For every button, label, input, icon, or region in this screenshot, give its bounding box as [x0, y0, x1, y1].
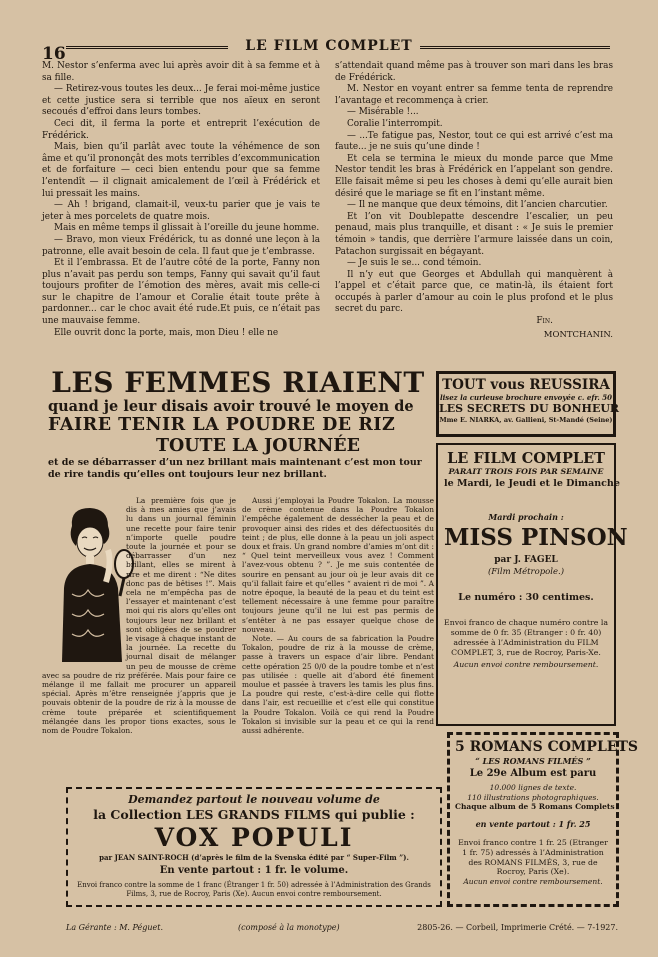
- story-paragraph: Mais, bien qu’il parlât avec toute la véhémence de son âme et qu’il prononçât des mots terribles d’excommunication et de forfaiture — ceci bien entendu pour que sa femme l’entendît — il clignait amicalement de l’œil à Frédérick et lui pressait les mains.: [42, 142, 320, 199]
- ad-tagline: et de se débarrasser d’un nez brillant mais maintenant c’est mon tour de rire tandis qu’elles ont toujours leur nez brillant.: [48, 457, 422, 480]
- ad-romans-album: Le 29e Album est paru: [469, 768, 597, 779]
- ad-romans-envoi: Envoi franco contre 1 fr. 25 (Etranger 1 fr. 75) adressés à l’Administration des ROMANS FILMÉS, 3, rue de Rocroy, Paris (Xe).: [458, 838, 608, 877]
- ad-vox-title: VOX POPULI: [154, 823, 354, 852]
- ad-left-text-block: [42, 496, 236, 758]
- page-number: 16: [42, 44, 66, 64]
- story-column-right: [335, 61, 613, 341]
- illustration-float-spacer: [42, 496, 126, 664]
- page-title: LE FILM COMPLET: [245, 38, 413, 54]
- ad-film-subtitle: PARAIT TROIS FOIS PAR SEMAINE: [448, 467, 604, 476]
- ad-film-author: par J. FAGEL: [494, 555, 558, 565]
- ad-text-col-2: [242, 496, 434, 735]
- ad-film-next-title: MISS PINSON: [444, 524, 628, 551]
- ad-vox-populi: [66, 787, 442, 907]
- ad-headline: LES FEMMES RIAIENT: [51, 366, 425, 399]
- story-paragraph: M. Nestor s’enferma avec lui après avoir dit à sa femme et à sa fille.: [42, 61, 320, 83]
- ad-romans-no-remb: Aucun envoi contre remboursement.: [463, 877, 603, 887]
- ad-poudre-tokalon: [42, 368, 434, 773]
- ad-paragraph: La première fois que je dis à mes amies que j’avais lu dans un journal féminin une recette pour faire tenir n’importe quelle poudre toute la journée et pour se débarrasser d’un nez brillant, elles se mirent à rire et me dirent : “Ne dites donc pas de bêtises !”. Mais cela ne m’empêcha pas de l’essayer et maintenant c’est moi qui ris alors qu’elles ont toujours leur nez brillant et sont obligées de se poudrer le visage à chaque instant de la journée. La recette du journal disait de mélanger un peu de mousse de crème avec sa poudre de riz préférée. Mais pour faire ce mélange il me fallait me procurer un appareil spécial. Après m’être renseignée j’appris que je pouvais obtenir de la poudre de riz à la mousse de crème toute préparée et scientifiquement mélangée dans les propor tions exactes, sous le nom de Poudre Tokalon.: [42, 496, 236, 736]
- story-paragraph: — Misérable !...: [347, 107, 419, 118]
- story-column-left: [42, 61, 320, 339]
- ad-romans-illus: 110 illustrations photographiques.: [467, 792, 599, 802]
- ad-paragraph: Aussi j’employai la Poudre Tokalon. La mousse de crème contenue dans la Poudre Tokalon l’empêche également de dessécher la peau et de provoquer ainsi des rides et des défectuosités du teint ; de plus, elle donne à la peau un joli aspect doux et frais. Un grand nombre d’amies m’ont dit : “ Quel teint merveilleux vous avez ! Comment l’avez-vous obtenu ? ”. Je me suis contentée de sourire en pensant au jour où je leur avais dit ce qu’il fallait faire et qu’elles “ avaient ri de moi ”. A notre époque, la beauté de la peau et du teint est tellement nécessaire à une femme pour paraître toujours jeune qu’il ne lui est pas permis de s’entêter à ne pas essayer quelque chose de nouveau.: [242, 496, 434, 634]
- ad-romans-subtitle: “ LES ROMANS FILMÉS ”: [475, 756, 591, 766]
- ad-vox-author: par JEAN SAINT-ROCH (d’après le film de la Svenska édité par “ Super-Film ”).: [99, 853, 409, 862]
- ad-vox-line2: la Collection LES GRANDS FILMS qui publie :: [93, 807, 415, 822]
- ad-vox-envoi: Envoi franco contre la somme de 1 franc (Étranger 1 fr. 50) adressée à l’Administration des Grands Films, 3, rue de Rocroy, Paris (Xe). Aucun envoi contre remboursement.: [77, 881, 431, 898]
- ad-reussira-secrets: LES SECRETS DU BONHEUR: [439, 402, 620, 415]
- ad-film-studio: (Film Métropole.): [487, 567, 565, 577]
- ad-paragraph: Note. — Au cours de sa fabrication la Poudre Tokalon, poudre de riz à la mousse de crème, passe à travers un espace d’air libre. Pendant cette opération 25 0/0 de la poudre tombe et n’est pas utilisée : quelle ait d’abord été finement moulue et passée à travers les tamis les plus fins. La poudre qui reste, c’est-à-dire celle qui flotte dans l’air, est recueillie et c’est elle qui constitue la Poudre Tokalon. Voilà ce qui rend la Poudre Tokalon si invisible sur la peau et ce qui la rend aussi adhérente.: [242, 634, 434, 736]
- story-paragraph: — Bravo, mon vieux Frédérick, tu as donné une leçon à la patronne, elle avait besoin de cela. Il faut que je t’embrasse.: [42, 234, 320, 257]
- ad-film-no-remb: Aucun envoi contre remboursement.: [453, 660, 599, 669]
- ad-romans-complets: [447, 732, 638, 907]
- ad-film-days: le Mardi, le Jeudi et le Dimanche: [444, 478, 620, 489]
- header-rule-right: [420, 46, 610, 49]
- story-paragraph: — Ah ! brigand, clamait-il, veux-tu parier que je vais te jeter à mes porcelets de quatre mois.: [42, 200, 320, 222]
- ad-film-complet: [436, 443, 628, 726]
- ad-headline-3: TOUTE LA JOURNÉE: [156, 436, 360, 456]
- ad-film-price: Le numéro : 30 centimes.: [458, 592, 594, 603]
- story-paragraph: Et l’on vit Doublepatte descendre l’escalier, un peu penaud, mais plus tranquille, et disant : « Je suis le premier témoin » tandis, que derrière l’armure laissée dans un coin, Patachon surgissait en bégayant.: [335, 211, 613, 257]
- ad-reussira-title: TOUT vous REUSSIRA: [442, 377, 610, 393]
- story-paragraph: Et cela se termina le mieux du monde parce que Mme Nestor tendit les bras à Frédérick en l’appelant son gendre. Elle faisait même si peu les choses à demi qu’elle aurait bien désiré que le mariage se fît en l’instant même.: [335, 153, 613, 199]
- story-paragraph: Il n’y eut que Georges et Abdullah qui manquèrent à l’appel et c’était parce que, ce matin-là, ils étaient fort occupés à parler d’amour au coin le plus profond et le plus secret du parc.: [335, 269, 613, 315]
- ad-reussira: [436, 371, 620, 437]
- ad-reussira-brochure: lisez la curieuse brochure envoyée c. efr. 50: [439, 393, 613, 402]
- ad-subheadline: quand je leur disais avoir trouvé le moyen de: [48, 398, 414, 415]
- story-paragraph: — Retirez-vous toutes les deux... Je ferai moi-même justice et cette justice sera si terrible que nos aïeux en seront secoués d’effroi dans leurs tombes.: [42, 84, 320, 118]
- footer-imprimerie: 2805-26. — Corbeil, Imprimerie Crété. — 7-1927.: [417, 923, 618, 932]
- story-paragraph: Coralie l’interrompit.: [347, 118, 443, 129]
- ad-reussira-address: Mme E. NIARKA, av. Gallieni, St-Mandé (Seine): [439, 416, 613, 424]
- ad-romans-lines: 10.000 lignes de texte.: [489, 783, 577, 792]
- story-paragraph: Et il l’embrassa. Et de l’autre côté de la porte, Fanny non plus n’avait pas perdu son temps, Fanny qui savait qu’il faut toujours profiter de l’émotion des mères, avait mis celle-ci sur le chapitre de l’amour et Coralie était toute prête à pardonner... car le choc avait été rude.Et puis, ce n’était pas une mauvaise femme.: [42, 258, 320, 327]
- ad-text-col-1: [42, 496, 236, 735]
- footer-compose: (composé à la monotype): [238, 923, 340, 932]
- ad-romans-chaque: Chaque album de 5 Romans Complets: [455, 802, 615, 811]
- story-paragraph: — ...Te fatigue pas, Nestor, tout ce qui est arrivé c’est ma faute... je ne suis qu’une dinde !: [335, 130, 613, 153]
- story-paragraph: M. Nestor en voyant entrer sa femme tenta de reprendre l’avantage et recommença à crier.: [335, 84, 613, 106]
- story-paragraph: Ceci dit, il ferma la porte et entreprit l’exécution de Frédérick.: [42, 118, 320, 141]
- story-paragraph: Mais en même temps il glissait à l’oreille du jeune homme.: [54, 223, 320, 234]
- ad-vox-vente: En vente partout : 1 fr. le volume.: [159, 865, 349, 876]
- ad-romans-title: 5 ROMANS COMPLETS: [455, 739, 638, 755]
- story-fin: Fin.: [536, 316, 553, 327]
- story-author: MONTCHANIN.: [543, 329, 613, 340]
- footer-gerante: La Gérante : M. Péguet.: [66, 923, 164, 932]
- ad-film-envoi: Envoi franco de chaque numéro contre la somme de 0 fr. 35 (Etranger : 0 fr. 40) adressée à l’Administration du FILM COMPLET, 3, rue de Rocroy, Paris-Xe.: [444, 618, 608, 657]
- ad-film-title: LE FILM COMPLET: [447, 450, 605, 467]
- ad-film-next-label: Mardi prochain :: [488, 512, 564, 522]
- ad-headline-2: FAIRE TENIR LA POUDRE DE RIZ: [48, 415, 396, 435]
- ad-vox-line1: Demandez partout le nouveau volume de: [128, 793, 380, 806]
- story-paragraph: — Il ne manque que deux témoins, dit l’ancien charcutier.: [347, 200, 608, 211]
- ad-romans-vente: en vente partout : 1 fr. 25: [475, 819, 591, 829]
- story-paragraph: — Je suis le se... cond témoin.: [347, 258, 482, 269]
- story-paragraph: Elle ouvrit donc la porte, mais, mon Dieu ! elle ne: [54, 327, 279, 338]
- story-paragraph: s’attendait quand même pas à trouver son mari dans les bras de Frédérick.: [335, 61, 613, 83]
